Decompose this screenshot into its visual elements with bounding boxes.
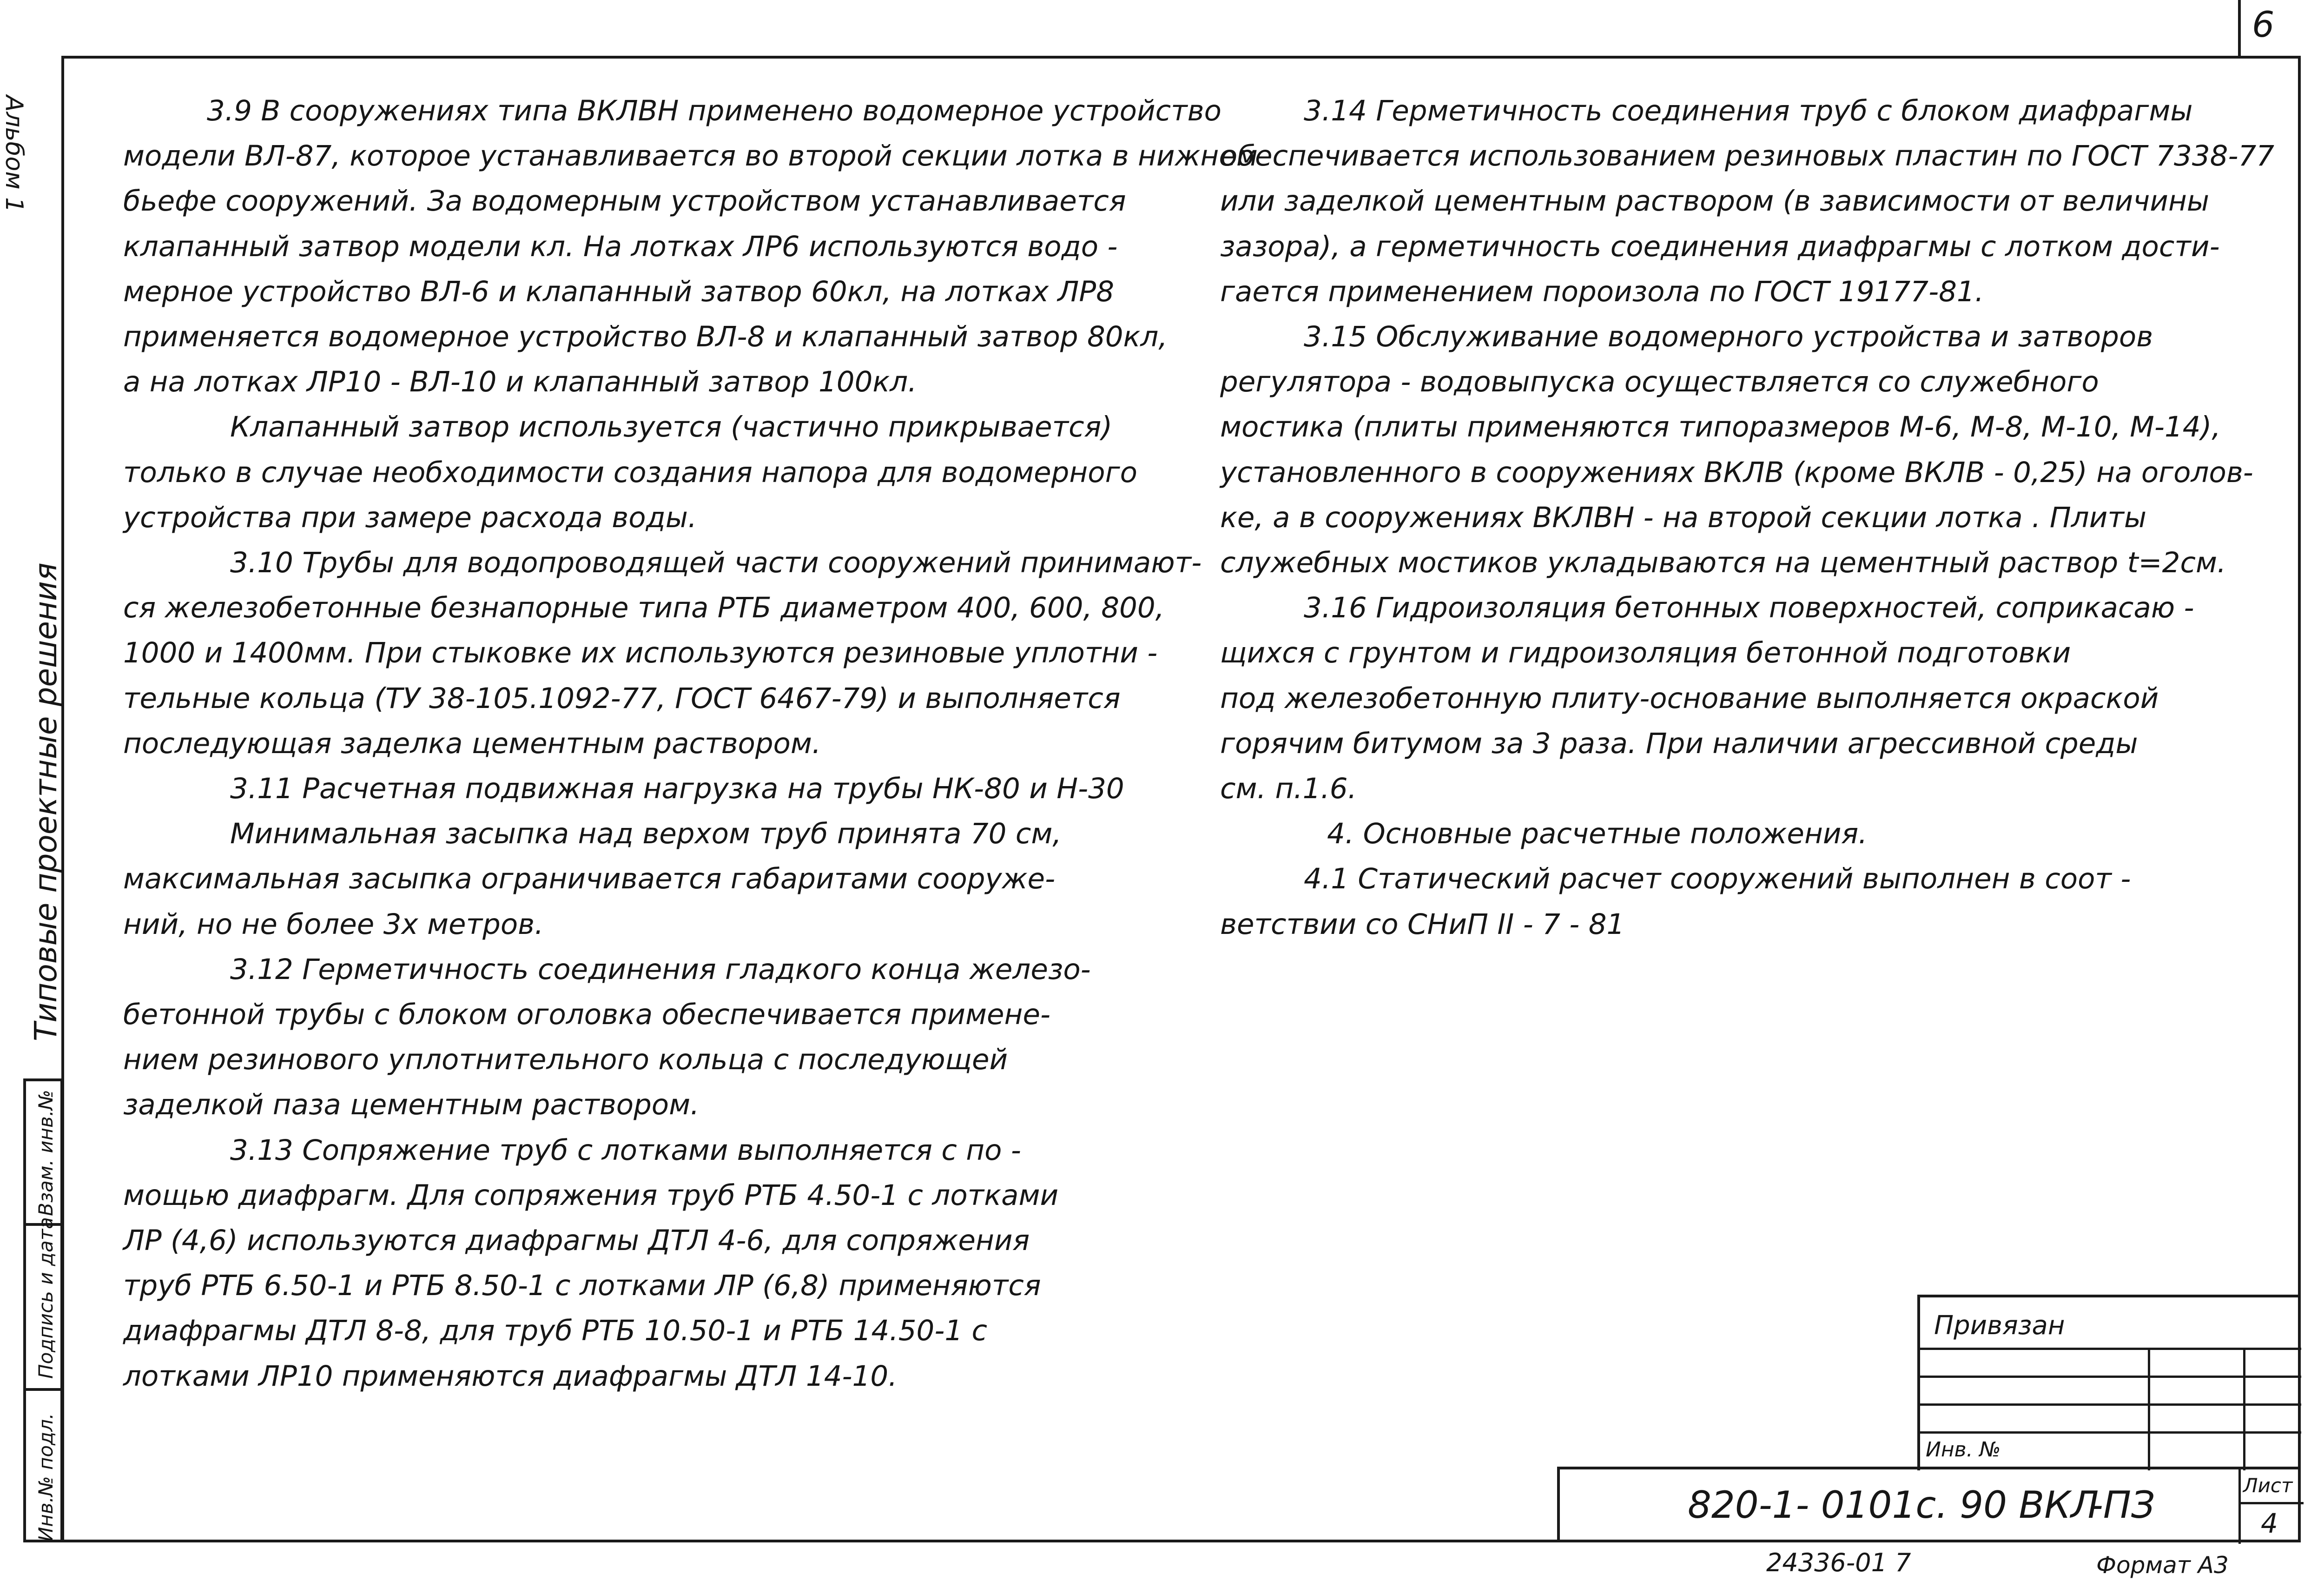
text-line: заделкой паза цементным раствором. xyxy=(123,1088,700,1122)
text-line: регулятора - водовыпуска осуществляется со служебного xyxy=(1220,365,2099,399)
text-line: горячим битумом за 3 раза. При наличии агрессивной среды xyxy=(1220,727,2138,760)
text-line: Минимальная засыпка над верхом труб принята 70 см, xyxy=(230,817,1062,851)
stamp-label-inv: Инв.№ подл. xyxy=(34,1413,57,1541)
section-heading: 4. Основные расчетные положения. xyxy=(1327,817,1868,851)
top-page-number: 6 xyxy=(2252,4,2275,45)
sheet-number: 4 xyxy=(2261,1508,2278,1539)
text-line: щихся с грунтом и гидроизоляция бетонной подготовки xyxy=(1220,636,2071,670)
text-line: применяется водомерное устройство ВЛ-8 и клапанный затвор 80кл, xyxy=(123,320,1168,354)
binding-label: Привязан xyxy=(1934,1310,2065,1341)
text-line: нием резинового уплотнительного кольца с последующей xyxy=(123,1043,1008,1077)
text-line: 3.9 В сооружениях типа ВКЛВН применено водомерное устройство xyxy=(207,94,1221,127)
text-line: только в случае необходимости создания напора для водомерного xyxy=(123,456,1137,489)
text-line: служебных мостиков укладываются на цементный раствор t=2см. xyxy=(1220,546,2226,580)
text-line: мерное устройство ВЛ-6 и клапанный затвор 60кл, на лотках ЛР8 xyxy=(123,275,1115,308)
text-line: 4.1 Статический расчет сооружений выполнен в соот - xyxy=(1304,862,2131,896)
text-line: под железобетонную плиту-основание выполняется окраской xyxy=(1220,681,2159,715)
text-line: устройства при замере расхода воды. xyxy=(123,501,697,534)
left-vertical-title: Типовые проектные решения xyxy=(28,562,64,1041)
text-line: или заделкой цементным раствором (в зависимости от величины xyxy=(1220,185,2210,218)
text-line: тельные кольца (ТУ 38-105.1092-77, ГОСТ 6467-79) и выполняется xyxy=(123,681,1121,715)
text-line: ветствии со СНиП II - 7 - 81 xyxy=(1220,907,1625,941)
format-label: Формат А3 xyxy=(2096,1552,2229,1579)
text-line: 3.16 Гидроизоляция бетонных поверхностей, соприкасаю - xyxy=(1304,591,2194,625)
text-line: гается применением пороизола по ГОСТ 19177-81. xyxy=(1220,275,1984,308)
text-line: последующая заделка цементным раствором. xyxy=(123,727,821,760)
text-line: ке, а в сооружениях ВКЛВН - на второй секции лотка . Плиты xyxy=(1220,501,2147,534)
binding-stamp-box xyxy=(1917,1295,2301,1470)
right-text-column xyxy=(1220,88,2274,947)
text-line: бетонной трубы с блоком оголовка обеспечивается примене- xyxy=(123,998,1050,1032)
text-line: клапанный затвор модели кл. На лотках ЛР6 используются водо - xyxy=(123,230,1118,263)
document-code: -ПЗ xyxy=(2090,1483,2155,1527)
left-text-column xyxy=(123,88,1258,1399)
text-line: 3.14 Герметичность соединения труб с блоком диафрагмы xyxy=(1304,94,2193,127)
stamp-divider xyxy=(26,1388,60,1391)
text-line: 3.15 Обслуживание водомерного устройства и затворов xyxy=(1304,320,2153,354)
text-line: обеспечивается использованием резиновых пластин по ГОСТ 7338-77 xyxy=(1220,139,2275,173)
text-line: труб РТБ 6.50-1 и РТБ 8.50-1 с лотками ЛР (6,8) применяются xyxy=(123,1269,1041,1303)
text-line: ЛР (4,6) используются диафрагмы ДТЛ 4-6, для сопряжения xyxy=(123,1224,1030,1257)
text-line: максимальная засыпка ограничивается габаритами сооруже- xyxy=(123,862,1056,896)
sheet-label: Лист xyxy=(2243,1474,2293,1497)
text-line: установленного в сооружениях ВКЛВ (кроме ВКЛВ - 0,25) на оголов- xyxy=(1220,456,2253,489)
text-line: 3.11 Расчетная подвижная нагрузка на трубы НК-80 и Н-30 xyxy=(230,772,1124,806)
text-line: 1000 и 1400мм. При стыковке их используются резиновые уплотни - xyxy=(123,636,1158,670)
text-line: бьефе сооружений. За водомерным устройством устанавливается xyxy=(123,185,1126,218)
text-line: Клапанный затвор используется (частично прикрывается) xyxy=(230,410,1113,444)
stamp-col-line xyxy=(2243,1348,2245,1470)
text-line: мостика (плиты применяются типоразмеров М-6, М-8, М-10, М-14), xyxy=(1220,410,2221,444)
album-label: Альбом 1 xyxy=(0,95,28,213)
stamp-label-replace: Взам. инв.№ xyxy=(34,1090,57,1216)
text-line: мощью диафрагм. Для сопряжения труб РТБ 4.50-1 с лотками xyxy=(123,1178,1059,1212)
sheet-cell-divider xyxy=(2238,1469,2241,1544)
stamp-col-line xyxy=(2148,1348,2150,1470)
left-stamp-strip xyxy=(23,1078,63,1542)
title-block xyxy=(1557,1467,2301,1542)
sheet-cell-divider xyxy=(2238,1502,2304,1504)
text-line: см. п.1.6. xyxy=(1220,772,1357,806)
inv-label: Инв. № xyxy=(1926,1438,2001,1462)
text-line: зазора), а герметичность соединения диафрагмы с лотком дости- xyxy=(1220,230,2220,263)
stamp-label-sign: Подпись и дата xyxy=(34,1217,57,1379)
document-designation: 820-1- 0101с. 90 ВКЛ xyxy=(1688,1483,2099,1527)
text-line: 3.13 Сопряжение труб с лотками выполняется с по - xyxy=(230,1133,1021,1167)
text-line: диафрагмы ДТЛ 8-8, для труб РТБ 10.50-1 и РТБ 14.50-1 с xyxy=(123,1314,988,1348)
text-line: а на лотках ЛР10 - ВЛ-10 и клапанный затвор 100кл. xyxy=(123,365,917,399)
text-line: ний, но не более 3х метров. xyxy=(123,907,544,941)
text-line: 3.10 Трубы для водопроводящей части сооружений принимают- xyxy=(230,546,1202,580)
copy-number: 24336-01 7 xyxy=(1766,1548,1911,1577)
text-line: лотками ЛР10 применяются диафрагмы ДТЛ 14-10. xyxy=(123,1359,898,1393)
text-line: модели ВЛ-87, которое устанавливается во второй секции лотка в нижнем xyxy=(123,139,1258,173)
text-line: 3.12 Герметичность соединения гладкого конца железо- xyxy=(230,953,1091,986)
text-line: ся железобетонные безнапорные типа РТБ диаметром 400, 600, 800, xyxy=(123,591,1165,625)
